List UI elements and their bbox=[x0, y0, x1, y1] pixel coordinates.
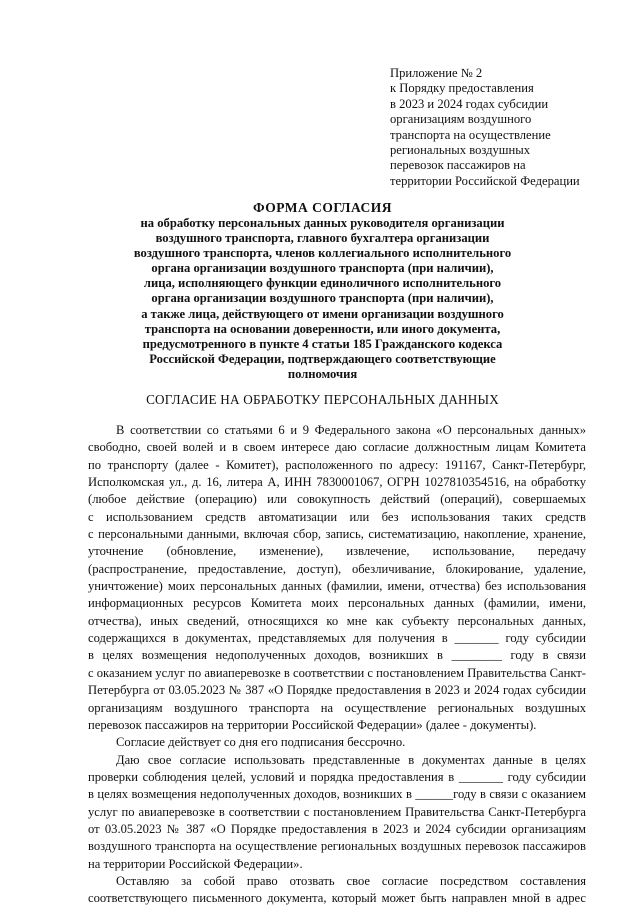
form-subtitle-line: воздушного транспорта, членов коллегиального исполнительного bbox=[133, 246, 512, 261]
form-subtitle-line: органа организации воздушного транспорта (при наличии), bbox=[151, 261, 494, 276]
form-subtitle-line: а также лица, действующего от имени организации воздушного bbox=[141, 306, 504, 321]
paragraph-1-line: уточнение (обновление, изменение), извлечение, использование, передачу bbox=[88, 544, 586, 559]
paragraph-1-line: с использованием средств автоматизации или без использования таких средств bbox=[88, 509, 586, 524]
form-title-block bbox=[60, 200, 585, 382]
paragraph-3-line: услуг по авиаперевозке в соответствии с постановлением Правительства Санкт-Петербурга bbox=[88, 804, 586, 819]
form-subtitle-line: транспорта на основании доверенности, или иного документа, bbox=[144, 321, 501, 336]
appendix-line: территории Российской Федерации bbox=[390, 173, 580, 188]
paragraph-1-line: свободно, своей волей и в своем интересе даю согласие должностным лицам Комитета bbox=[88, 440, 586, 455]
consent-body bbox=[88, 422, 586, 905]
paragraph-1-line: организациям воздушного транспорта на осуществление региональных воздушных bbox=[88, 700, 586, 715]
form-subtitle-line: Российской Федерации, подтверждающего соответствующие bbox=[149, 351, 496, 366]
paragraph-2: Согласие действует со дня его подписания бессрочно. bbox=[116, 735, 406, 750]
paragraph-1-line: в целях возмещения недополученных доходов, возникших в ________ году в связи bbox=[88, 648, 586, 663]
paragraph-3-line: Даю свое согласие использовать представленные в документах данные в целях bbox=[116, 752, 586, 767]
appendix-line: перевозок пассажиров на bbox=[390, 158, 526, 173]
appendix-line: к Порядку предоставления bbox=[390, 81, 534, 96]
paragraph-1-line: (любое действие (операцию) или совокупность действий (операций), совершаемых bbox=[88, 492, 586, 507]
form-subtitle-line: органа организации воздушного транспорта (при наличии), bbox=[151, 291, 494, 306]
form-subtitle-line: на обработку персональных данных руководителя организации bbox=[140, 216, 505, 230]
paragraph-3-line: в целях возмещения недополученных доходов, возникших в ______году в связи с оказанием bbox=[88, 787, 586, 802]
paragraph-4-line: Оставляю за собой право отозвать свое согласие посредством составления bbox=[116, 873, 586, 888]
paragraph-1-line: отчества), иных сведений, относящихся ко мне как субъекту персональных данных, bbox=[88, 613, 586, 628]
appendix-line: в 2023 и 2024 годах субсидии bbox=[390, 96, 549, 111]
paragraph-1-line: информационных ресурсов Комитета моих персональных данных (фамилии, имени, bbox=[88, 596, 586, 611]
paragraph-3-line: на территории Российской Федерации». bbox=[88, 856, 303, 871]
paragraph-4-line: соответствующего письменного документа, который может быть направлен мной в адрес bbox=[88, 891, 586, 905]
paragraph-1-line: по транспорту (далее - Комитет), расположенного по адресу: 191167, Санкт-Петербург, bbox=[88, 457, 586, 472]
paragraph-3-line: воздушного транспорта на осуществление региональных воздушных перевозок пассажиров bbox=[88, 839, 586, 854]
form-subtitle-line: лица, исполняющего функции единоличного исполнительного bbox=[143, 276, 502, 291]
paragraph-1-line: с персональными данными, включая сбор, запись, систематизацию, накопление, хранение, bbox=[88, 527, 586, 542]
consent-heading: СОГЛАСИЕ НА ОБРАБОТКУ ПЕРСОНАЛЬНЫХ ДАННЫХ bbox=[146, 392, 499, 407]
appendix-line: региональных воздушных bbox=[390, 143, 531, 158]
appendix-line: организациям воздушного bbox=[390, 112, 532, 127]
appendix-line: Приложение № 2 bbox=[390, 66, 483, 80]
paragraph-1-line: перевозок пассажиров на территории Российской Федерации» (далее - документы). bbox=[88, 717, 537, 732]
paragraph-1-line: В соответствии со статьями 6 и 9 Федерального закона «О персональных данных» bbox=[116, 423, 586, 437]
paragraph-3-line: проверки соблюдения целей, условий и порядка предоставления в _______ году субсидии bbox=[88, 769, 586, 784]
appendix-block bbox=[390, 66, 610, 189]
paragraph-1-line: с оказанием услуг по авиаперевозке в соответствии с постановлением Правительства Санкт- bbox=[88, 665, 586, 680]
paragraph-1-line: уничтожение) моих персональных данных (фамилии, имени, отчества) без использования bbox=[88, 579, 586, 594]
paragraph-1-line: содержащихся в документах, представляемых для получения в _______ году субсидии bbox=[88, 631, 586, 646]
form-subtitle-line: полномочия bbox=[287, 366, 358, 381]
paragraph-1-line: Петербурга от 03.05.2023 № 387 «О Порядке предоставления в 2023 и 2024 годах субсидии bbox=[88, 683, 586, 698]
form-subtitle-line: предусмотренного в пункте 4 статьи 185 Гражданского кодекса bbox=[142, 336, 503, 351]
paragraph-1-line: (распространение, предоставление, доступ), обезличивание, блокирование, удаление, bbox=[88, 561, 586, 576]
form-subtitle-line: воздушного транспорта, главного бухгалтера организации bbox=[155, 231, 490, 246]
appendix-line: транспорта на осуществление bbox=[390, 127, 551, 142]
paragraph-3-line: от 03.05.2023 № 387 «О Порядке предоставления в 2023 и 2024 субсидии организациям bbox=[88, 821, 586, 836]
form-title: ФОРМА СОГЛАСИЯ bbox=[252, 200, 393, 215]
paragraph-1-line: Исполкомская ул., д. 16, литера А, ИНН 7830001067, ОГРН 1027810354516, на обработку bbox=[88, 475, 586, 490]
